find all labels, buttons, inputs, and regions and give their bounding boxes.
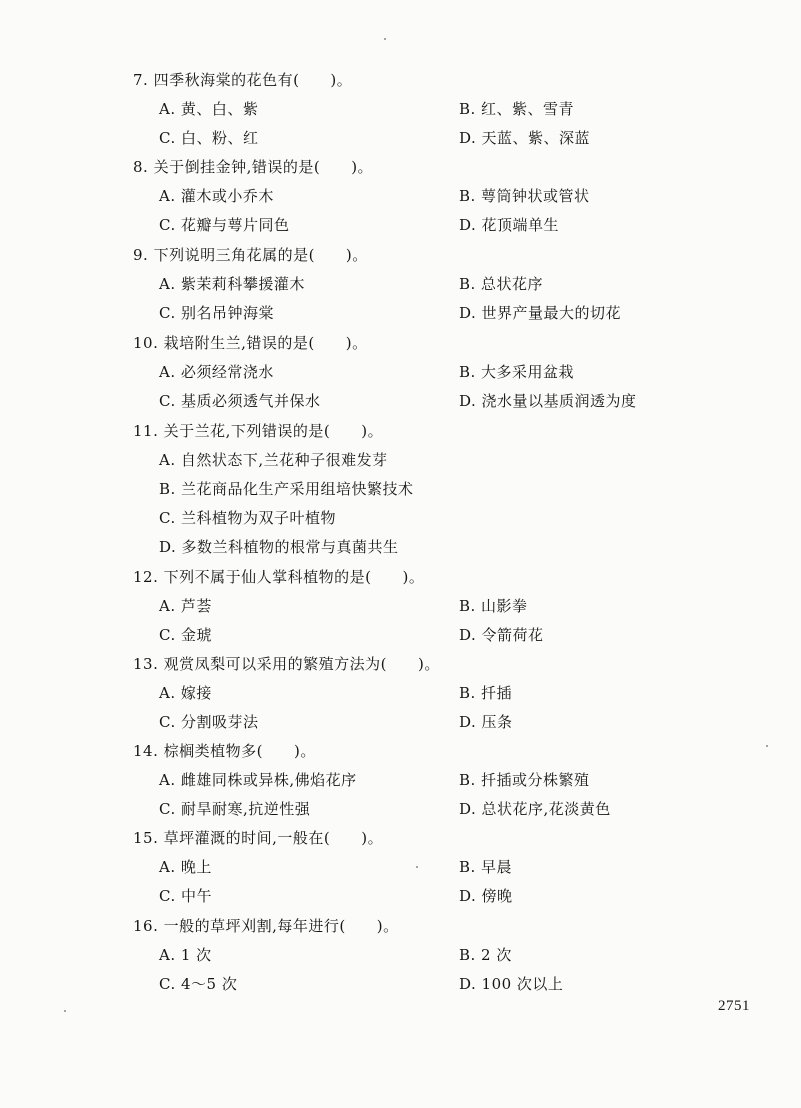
- scan-speck: [416, 866, 418, 868]
- option-a: A. 芦荟: [159, 597, 212, 615]
- question-stem: 7. 四季秋海棠的花色有( )。: [133, 71, 353, 89]
- option-c: C. 基质必须透气并保水: [159, 392, 321, 410]
- question-stem: 10. 栽培附生兰,错误的是( )。: [133, 334, 368, 352]
- option-d: D. 100 次以上: [459, 975, 564, 993]
- scan-speck: [64, 1010, 66, 1012]
- option-d: D. 压条: [459, 713, 513, 731]
- option-d: D. 多数兰科植物的根常与真菌共生: [159, 538, 399, 556]
- question-stem: 14. 棕榈类植物多( )。: [133, 742, 316, 760]
- option-a: A. 自然状态下,兰花种子很难发芽: [159, 451, 388, 469]
- option-b: B. 红、紫、雪青: [459, 100, 575, 118]
- option-b: B. 2 次: [459, 946, 512, 964]
- option-d: D. 总状花序,花淡黄色: [459, 800, 611, 818]
- question-stem: 13. 观赏凤梨可以采用的繁殖方法为( )。: [133, 655, 440, 673]
- option-d: D. 令箭荷花: [459, 626, 544, 644]
- option-a: A. 雌雄同株或异株,佛焰花序: [159, 771, 357, 789]
- question-stem: 15. 草坪灌溉的时间,一般在( )。: [133, 829, 384, 847]
- option-c: C. 中午: [159, 887, 212, 905]
- option-a: A. 必须经常浇水: [159, 363, 274, 381]
- option-c: C. 耐旱耐寒,抗逆性强: [159, 800, 311, 818]
- option-d: D. 天蓝、紫、深蓝: [459, 129, 591, 147]
- option-b: B. 总状花序: [459, 275, 544, 293]
- question-stem: 11. 关于兰花,下列错误的是( )。: [133, 422, 384, 440]
- option-a: A. 黄、白、紫: [159, 100, 259, 118]
- option-a: A. 嫁接: [159, 684, 212, 702]
- option-c: C. 金琥: [159, 626, 212, 644]
- option-b: B. 山影拳: [459, 597, 528, 615]
- option-b: B. 扦插: [459, 684, 513, 702]
- option-c: C. 花瓣与萼片同色: [159, 216, 290, 234]
- option-c: C. 4～5 次: [159, 975, 238, 993]
- option-b: B. 扦插或分株繁殖: [459, 771, 590, 789]
- option-c: C. 兰科植物为双子叶植物: [159, 509, 336, 527]
- question-stem: 9. 下列说明三角花属的是( )。: [133, 246, 368, 264]
- option-c: C. 白、粉、红: [159, 129, 259, 147]
- question-stem: 12. 下列不属于仙人掌科植物的是( )。: [133, 568, 425, 586]
- page-number: 2751: [718, 998, 750, 1014]
- option-b: B. 大多采用盆栽: [459, 363, 575, 381]
- option-a: A. 紫茉莉科攀援灌木: [159, 275, 305, 293]
- scan-speck: [384, 38, 386, 40]
- option-b: B. 早晨: [459, 858, 513, 876]
- question-stem: 16. 一般的草坪刈割,每年进行( )。: [133, 917, 399, 935]
- question-stem: 8. 关于倒挂金钟,错误的是( )。: [133, 158, 374, 176]
- option-d: D. 世界产量最大的切花: [459, 304, 622, 322]
- option-d: D. 花顶端单生: [459, 216, 560, 234]
- option-d: D. 傍晚: [459, 887, 513, 905]
- option-a: A. 晚上: [159, 858, 212, 876]
- option-d: D. 浇水量以基质润透为度: [459, 392, 637, 410]
- option-a: A. 灌木或小乔木: [159, 187, 274, 205]
- option-c: C. 别名吊钟海棠: [159, 304, 274, 322]
- scan-speck: [766, 745, 768, 747]
- option-c: C. 分割吸芽法: [159, 713, 259, 731]
- option-a: A. 1 次: [159, 946, 212, 964]
- option-b: B. 兰花商品化生产采用组培快繁技术: [159, 480, 414, 498]
- option-b: B. 萼筒钟状或管状: [459, 187, 590, 205]
